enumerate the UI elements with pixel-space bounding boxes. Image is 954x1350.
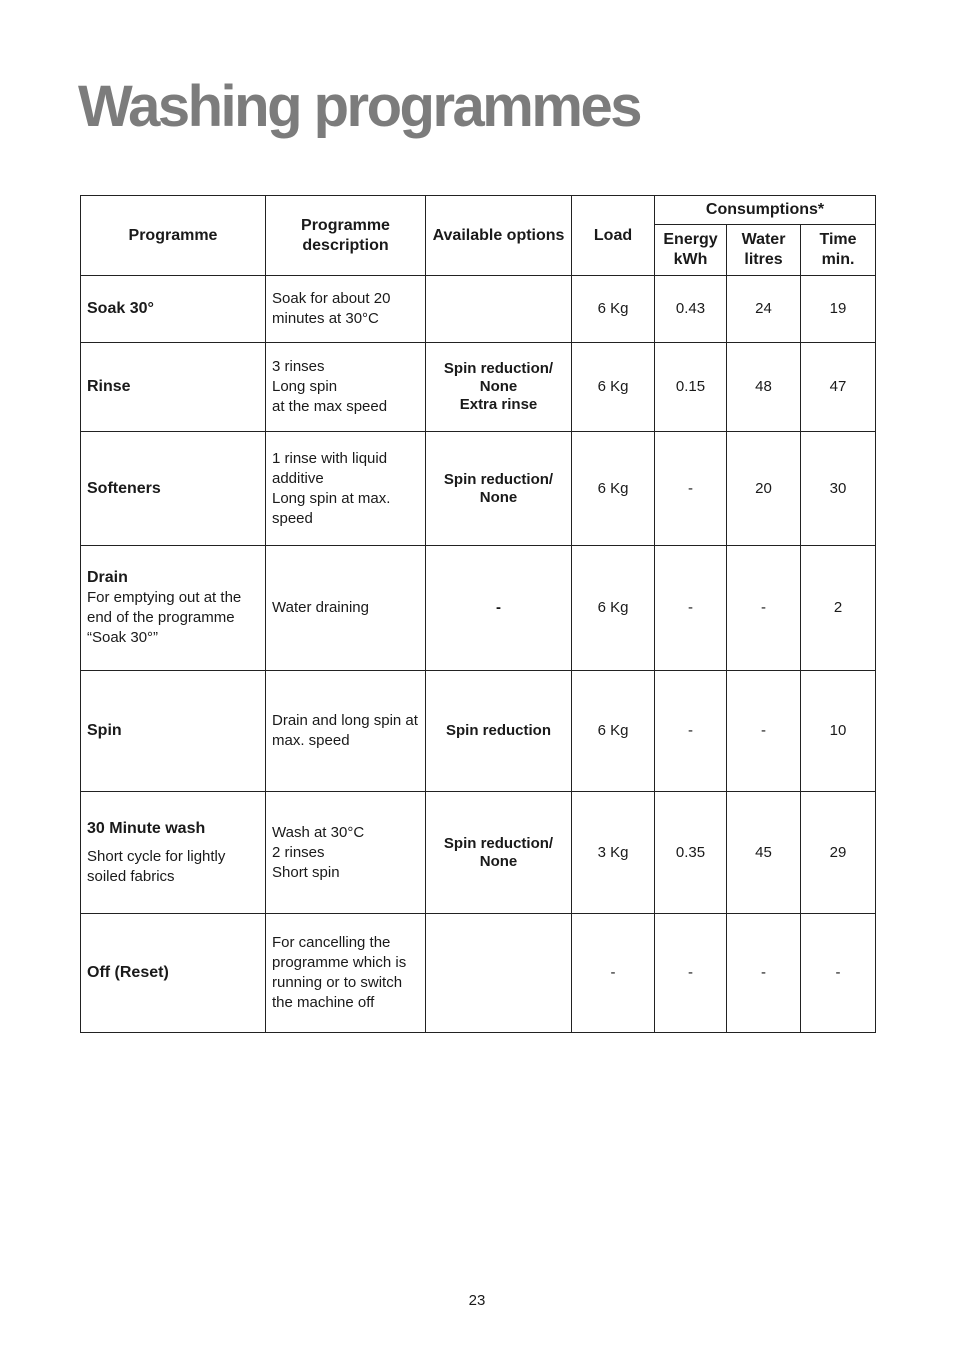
programme-name [81, 432, 266, 546]
available-options [426, 432, 572, 546]
water-value: 45 [727, 792, 801, 914]
description-line: 3 rinses [272, 358, 325, 375]
load-value: - [572, 914, 655, 1033]
load-value: 6 Kg [572, 432, 655, 546]
available-options [426, 671, 572, 792]
table-row [81, 792, 876, 914]
load-value: 3 Kg [572, 792, 655, 914]
water-value: - [727, 914, 801, 1033]
energy-value: - [655, 546, 727, 671]
header-consumptions: Consumptions* [655, 196, 876, 225]
programme-name [81, 792, 266, 914]
programme-name [81, 276, 266, 343]
page-title: Washing programmes [78, 74, 640, 139]
option-line: Spin reduction [446, 722, 551, 739]
description-line: programme which is [272, 954, 407, 971]
header-time: Time min. [801, 225, 876, 276]
programme-subtitle: soiled fabrics [87, 867, 175, 885]
programme-description [266, 914, 426, 1033]
time-value: 29 [801, 792, 876, 914]
option-line: None [479, 378, 518, 395]
available-options [426, 914, 572, 1033]
option-line: Spin reduction/ [443, 834, 554, 852]
programme-description [266, 546, 426, 671]
description-line: 1 rinse with liquid [272, 449, 388, 467]
description-line: minutes at 30°C [272, 310, 379, 327]
available-options [426, 792, 572, 914]
programme-name [81, 343, 266, 432]
description-line: additive [272, 469, 324, 487]
programme-title: Softeners [87, 479, 161, 497]
programme-subtitle: end of the programme [87, 609, 235, 626]
header-programme: Programme [81, 196, 266, 276]
table-row [81, 914, 876, 1033]
option-line: Extra rinse [459, 396, 538, 413]
description-line: the machine off [272, 994, 375, 1011]
water-value: 48 [727, 343, 801, 432]
description-line: 2 rinses [272, 843, 325, 861]
time-value: - [801, 914, 876, 1033]
programme-description [266, 343, 426, 432]
header-options: Available options [426, 196, 572, 276]
time-value: 19 [801, 276, 876, 343]
option-line: None [479, 488, 518, 506]
time-value: 47 [801, 343, 876, 432]
programme-title: Drain [87, 569, 128, 586]
description-line: Water draining [272, 599, 369, 616]
description-line: Long spin [272, 378, 338, 395]
programme-subtitle: “Soak 30°” [87, 629, 159, 646]
programme-description [266, 276, 426, 343]
option-line: None [479, 852, 518, 870]
programmes-table [80, 195, 876, 1033]
water-value: 24 [727, 276, 801, 343]
water-value: - [727, 546, 801, 671]
programme-description [266, 792, 426, 914]
description-line: max. speed [272, 732, 350, 749]
description-line: at the max speed [272, 398, 388, 415]
description-line: Drain and long spin at [272, 712, 418, 729]
description-line: Long spin at max. [272, 489, 391, 507]
header-description: Programme description [266, 196, 426, 276]
programme-title: 30 Minute wash [87, 819, 206, 837]
energy-value: 0.15 [655, 343, 727, 432]
header-load: Load [572, 196, 655, 276]
water-value: - [727, 671, 801, 792]
available-options [426, 276, 572, 343]
table-row [81, 546, 876, 671]
time-value: 10 [801, 671, 876, 792]
energy-value: - [655, 914, 727, 1033]
programme-title: Soak 30° [87, 300, 154, 317]
load-value: 6 Kg [572, 671, 655, 792]
energy-value: - [655, 432, 727, 546]
programme-subtitle: Short cycle for lightly [87, 847, 226, 865]
time-value: 30 [801, 432, 876, 546]
programme-name [81, 671, 266, 792]
description-line: Short spin [272, 863, 340, 881]
description-line: Wash at 30°C [272, 823, 365, 841]
page-number: 23 [468, 1292, 486, 1309]
available-options [426, 343, 572, 432]
table-row [81, 276, 876, 343]
energy-value: 0.35 [655, 792, 727, 914]
energy-value: 0.43 [655, 276, 727, 343]
available-options [426, 546, 572, 671]
option-line: Spin reduction/ [443, 470, 554, 488]
load-value: 6 Kg [572, 546, 655, 671]
description-line: speed [272, 509, 313, 527]
table-row [81, 671, 876, 792]
option-line: Spin reduction/ [443, 360, 554, 377]
programme-title: Spin [87, 722, 122, 739]
option-line: - [496, 599, 501, 616]
programme-description [266, 671, 426, 792]
water-value: 20 [727, 432, 801, 546]
description-line: running or to switch [272, 974, 403, 991]
programme-description [266, 432, 426, 546]
table-row [81, 343, 876, 432]
description-line: Soak for about 20 [272, 290, 391, 307]
description-line: For cancelling the [272, 934, 391, 951]
load-value: 6 Kg [572, 343, 655, 432]
table-row [81, 432, 876, 546]
header-energy: Energy kWh [655, 225, 727, 276]
programme-title: Rinse [87, 378, 131, 395]
programmes-table-body [81, 276, 876, 1033]
programme-name [81, 546, 266, 671]
time-value: 2 [801, 546, 876, 671]
programme-subtitle: For emptying out at the [87, 589, 242, 606]
load-value: 6 Kg [572, 276, 655, 343]
programme-title: Off (Reset) [87, 964, 169, 981]
programme-name [81, 914, 266, 1033]
energy-value: - [655, 671, 727, 792]
header-water: Water litres [727, 225, 801, 276]
